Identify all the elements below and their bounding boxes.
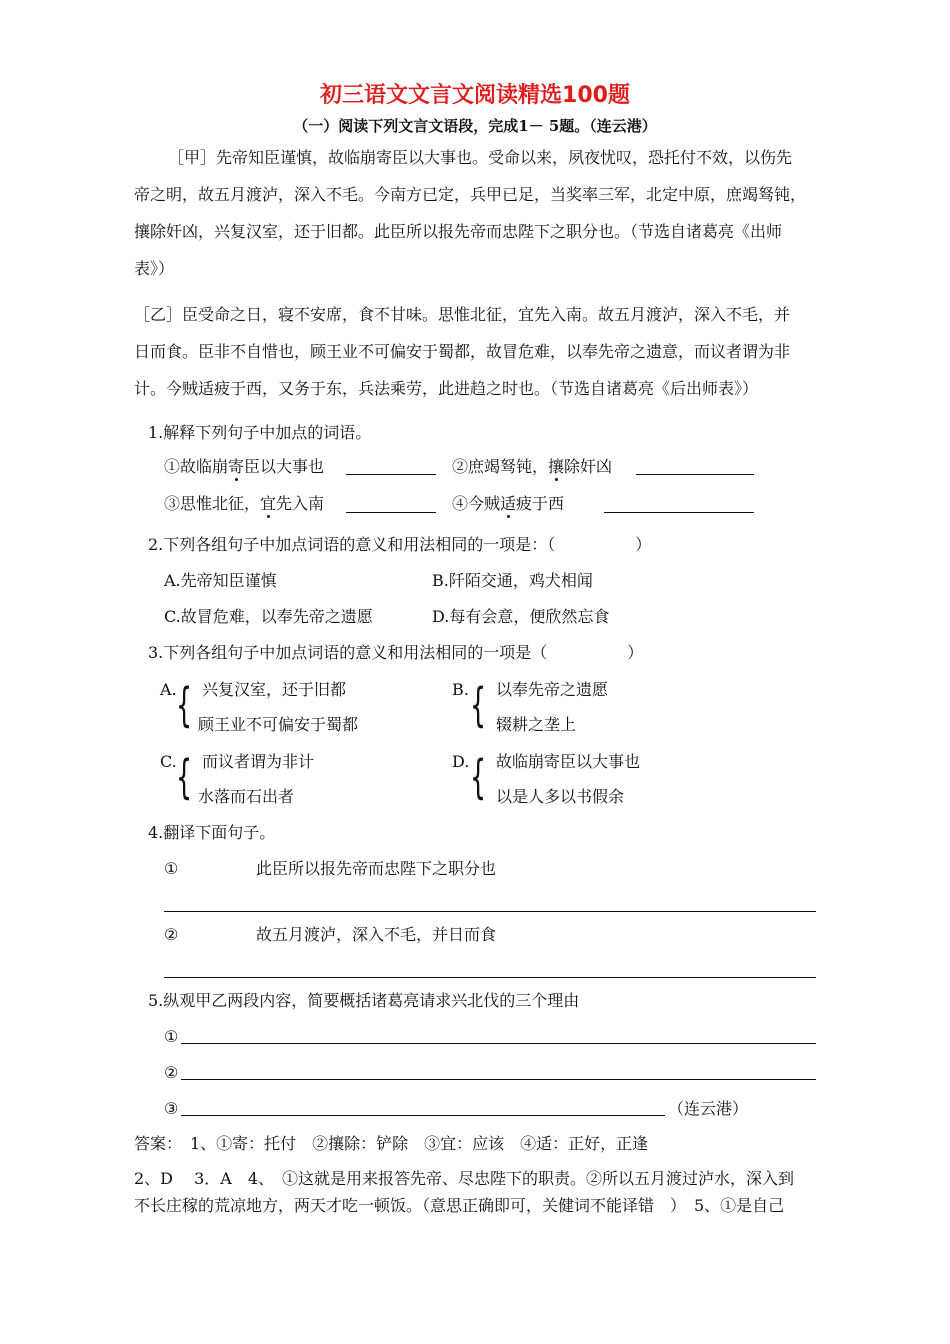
answer-line-text: 不长庄稼的荒凉地方，两天才吃一顿饭。（意思正确即可，关健词不能译错 ） 5、①是自己 — [134, 1196, 785, 1215]
passage-yi — [134, 296, 824, 407]
q5-item-number: ② — [164, 1063, 179, 1082]
passage-line: ［乙］臣受命之日，寝不安席，食不甘味。思惟北征，宜先入南。故五月渡泸，深入不毛，并 — [134, 305, 791, 324]
q5-item-number: ① — [164, 1027, 179, 1046]
q2-option-d: D.每有会意，便欣然忘食 — [432, 607, 610, 626]
q3-stem: 3.下列各组句子中加点词语的意义和用法相同的一项是（ ） — [148, 643, 644, 662]
answer-blank[interactable] — [604, 512, 754, 513]
q3-option-line: 兴复汉室，还于旧都 — [202, 680, 347, 699]
brace-icon: { — [470, 750, 487, 804]
q3-option-line: 顾王业不可偏安于蜀都 — [198, 715, 359, 734]
q4-item-number: ② — [164, 925, 179, 944]
q1-item: ②庶竭驽钝，攘除奸凶 — [452, 457, 613, 476]
q2-option-a: A.先帝知臣谨慎 — [164, 571, 277, 590]
q2-option-c: C.故冒危难，以奉先帝之遗愿 — [164, 607, 373, 626]
passage-line: 攘除奸凶，兴复汉室，还于旧都。此臣所以报先帝而忠陛下之职分也。（节选自诸葛亮《出师 — [134, 222, 783, 241]
answer-line[interactable] — [181, 1043, 816, 1044]
q3-option-line: 故临崩寄臣以大事也 — [496, 752, 641, 771]
q1-item: ①故临崩寄臣以大事也 — [164, 457, 325, 476]
answer-blank[interactable] — [346, 512, 436, 513]
q2-option-b: B.阡陌交通，鸡犬相闻 — [432, 571, 593, 590]
q3-option-line: 以奉先帝之遗愿 — [496, 680, 609, 699]
q4-item-text: 故五月渡泸，深入不毛，并日而食 — [256, 925, 497, 944]
q1-stem: 1.解释下列句子中加点的词语。 — [148, 423, 372, 442]
passage-line: 计。今贼适疲于西，又务于东，兵法乘劳，此进趋之时也。（节选自诸葛亮《后出师表》） — [134, 379, 759, 398]
passage-jia — [134, 139, 824, 287]
q5-stem: 5.纵观甲乙两段内容，简要概括诸葛亮请求兴北伐的三个理由 — [148, 991, 580, 1010]
brace-icon: { — [470, 678, 487, 732]
document-title: 初三语文文言文阅读精选100题 — [320, 83, 630, 108]
passage-line: ［甲］先帝知臣谨慎，故临崩寄臣以大事也。受命以来，夙夜忧叹，恐托付不效，以伤先 — [168, 148, 793, 167]
passage-line: 帝之明，故五月渡泸，深入不毛。今南方已定，兵甲已足，当奖率三军，北定中原，庶竭驽钝， — [134, 185, 807, 204]
q5-source: （连云港） — [668, 1099, 749, 1118]
brace-icon: { — [176, 678, 193, 732]
q1-item: ④今贼适疲于西 — [452, 494, 565, 513]
q4-item-number: ① — [164, 859, 179, 878]
q4-stem: 4.翻译下面句子。 — [148, 823, 276, 842]
section-subtitle: （一）阅读下列文言文语段，完成1－ 5题。（连云港） — [293, 117, 657, 135]
passage-line: 日而食。臣非不自惜也，顾王业不可偏安于蜀都，故冒危难，以奉先帝之遗意，而议者谓为非 — [134, 342, 791, 361]
q2-stem: 2.下列各组句子中加点词语的意义和用法相同的一项是：（ ） — [148, 535, 652, 554]
q3-option-label: B. — [452, 680, 469, 699]
q4-item-text: 此臣所以报先帝而忠陛下之职分也 — [256, 859, 497, 878]
q1-item: ③思惟北征，宜先入南 — [164, 494, 325, 513]
answer-line[interactable] — [181, 1115, 665, 1116]
q5-item-number: ③ — [164, 1099, 179, 1118]
answer-line-text: 答案： 1、①寄：托付 ②攘除：铲除 ③宜：应该 ④适：正好，正逢 — [134, 1134, 649, 1153]
q3-option-line: 以是人多以书假余 — [496, 787, 625, 806]
passage-line: 表》） — [134, 259, 175, 278]
q3-option-label: D. — [452, 752, 470, 771]
brace-icon: { — [176, 750, 193, 804]
q3-option-label: A. — [160, 680, 177, 699]
q3-option-line: 水落而石出者 — [198, 787, 295, 806]
answer-line-text: 2、D 3．A 4、 ①这就是用来报答先帝、尽忠陛下的职责。②所以五月渡过泸水，深入到 — [134, 1169, 795, 1188]
q3-option-line: 而议者谓为非计 — [202, 752, 315, 771]
q3-option-line: 辍耕之垄上 — [496, 715, 577, 734]
answer-line[interactable] — [164, 911, 816, 912]
answer-blank[interactable] — [636, 474, 754, 475]
q3-option-label: C. — [160, 752, 177, 771]
answer-line[interactable] — [181, 1079, 816, 1080]
answer-line[interactable] — [164, 977, 816, 978]
answer-blank[interactable] — [346, 474, 436, 475]
